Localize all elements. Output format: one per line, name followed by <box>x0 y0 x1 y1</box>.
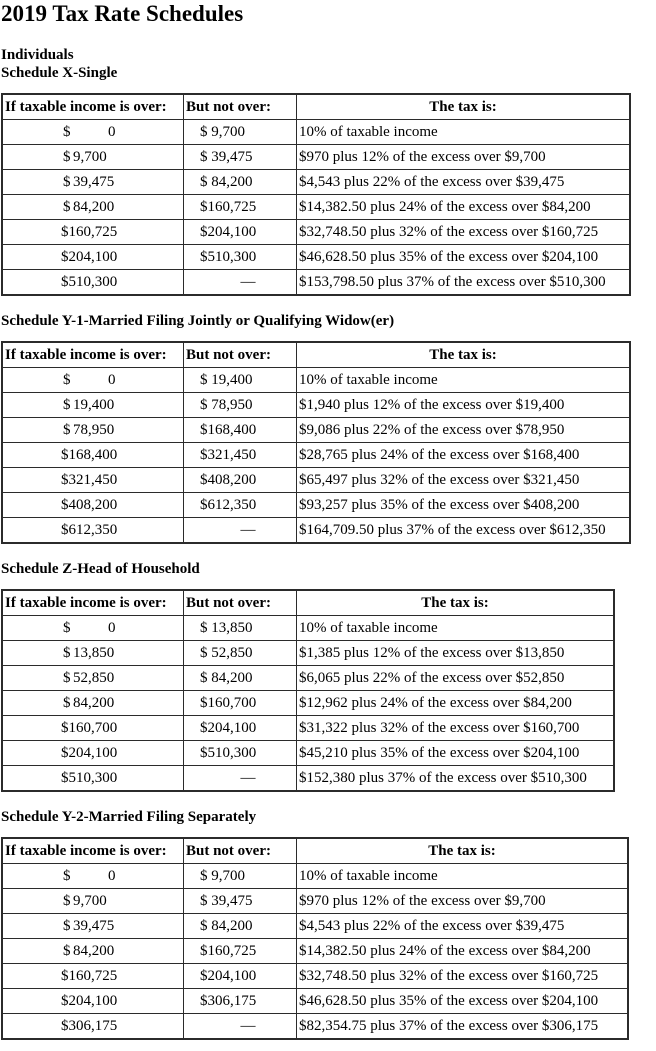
tax-formula-cell: $46,628.50 plus 35% of the excess over $204,100 <box>297 245 631 270</box>
schedule-x-title: Schedule X-Single <box>1 65 118 81</box>
table-row <box>2 939 628 964</box>
currency-sign: $ <box>63 397 71 413</box>
tax-formula-cell: $1,385 plus 12% of the excess over $13,850 <box>297 641 615 666</box>
income-not-over-cell: — <box>184 518 297 544</box>
table-header-row <box>2 94 630 120</box>
currency-sign: $ <box>63 670 71 686</box>
table-header-row <box>2 590 614 616</box>
tax-formula-cell: $970 plus 12% of the excess over $9,700 <box>297 889 629 914</box>
schedule-y2-title: Schedule Y-2-Married Filing Separately <box>1 809 257 825</box>
currency-sign: $ <box>63 620 71 636</box>
income-over-value: 52,850 <box>73 670 115 686</box>
income-not-over-cell: $ 84,200 <box>184 914 297 939</box>
header-not-over: But not over: <box>184 342 297 368</box>
income-over-cell <box>2 914 184 939</box>
income-over-value: 9,700 <box>73 893 107 909</box>
income-not-over-cell: $204,100 <box>184 220 297 245</box>
income-over-cell <box>2 1014 184 1040</box>
table-row <box>2 170 630 195</box>
table-row <box>2 245 630 270</box>
income-not-over-cell: — <box>184 766 297 792</box>
schedule-y2-table <box>1 837 629 1040</box>
income-not-over-cell: $612,350 <box>184 493 297 518</box>
section-label: Individuals <box>1 47 74 63</box>
tax-formula-cell: $31,322 plus 32% of the excess over $160,700 <box>297 716 615 741</box>
header-not-over: But not over: <box>184 94 297 120</box>
table-row <box>2 468 630 493</box>
income-not-over-cell: $ 78,950 <box>184 393 297 418</box>
income-over-value: $306,175 <box>61 1018 118 1034</box>
income-over-cell <box>2 716 184 741</box>
currency-sign: $ <box>63 893 71 909</box>
income-over-cell <box>2 641 184 666</box>
income-over-cell <box>2 468 184 493</box>
income-not-over-cell: $306,175 <box>184 989 297 1014</box>
table-row <box>2 889 628 914</box>
tax-formula-cell: 10% of taxable income <box>297 616 615 641</box>
header-over: If taxable income is over: <box>2 590 184 616</box>
tax-formula-cell: $93,257 plus 35% of the excess over $408,200 <box>297 493 631 518</box>
schedule-y1-title: Schedule Y-1-Married Filing Jointly or Qualifying Widow(er) <box>1 313 395 329</box>
income-over-value: $160,700 <box>61 720 118 736</box>
schedule-y1-table <box>1 341 631 544</box>
income-over-cell <box>2 170 184 195</box>
income-over-cell <box>2 493 184 518</box>
header-not-over: But not over: <box>184 590 297 616</box>
tax-formula-cell: $65,497 plus 32% of the excess over $321,450 <box>297 468 631 493</box>
table-row <box>2 418 630 443</box>
table-row <box>2 493 630 518</box>
income-not-over-cell: $ 9,700 <box>184 120 297 145</box>
tax-formula-cell: $32,748.50 plus 32% of the excess over $160,725 <box>297 964 629 989</box>
income-not-over-cell: $510,300 <box>184 245 297 270</box>
income-over-value: 84,200 <box>73 695 115 711</box>
income-not-over-cell: $ 13,850 <box>184 616 297 641</box>
income-over-value: $160,725 <box>61 224 118 240</box>
income-over-value: 78,950 <box>73 422 115 438</box>
income-over-cell <box>2 616 184 641</box>
income-over-cell <box>2 964 184 989</box>
table-header-row <box>2 838 628 864</box>
income-not-over-cell: $321,450 <box>184 443 297 468</box>
income-over-value: $408,200 <box>61 497 118 513</box>
table-row <box>2 666 614 691</box>
income-not-over-cell: $204,100 <box>184 964 297 989</box>
income-not-over-cell: $160,700 <box>184 691 297 716</box>
header-over: If taxable income is over: <box>2 342 184 368</box>
currency-sign: $ <box>63 199 71 215</box>
header-over: If taxable income is over: <box>2 838 184 864</box>
currency-sign: $ <box>63 422 71 438</box>
income-over-value: $510,300 <box>61 274 118 290</box>
income-over-value: 84,200 <box>73 199 115 215</box>
currency-sign: $ <box>63 695 71 711</box>
tax-formula-cell: $14,382.50 plus 24% of the excess over $84,200 <box>297 195 631 220</box>
table-row <box>2 220 630 245</box>
schedule-z-title: Schedule Z-Head of Household <box>1 561 200 577</box>
income-over-cell <box>2 245 184 270</box>
tax-formula-cell: $9,086 plus 22% of the excess over $78,950 <box>297 418 631 443</box>
tax-formula-cell: $6,065 plus 22% of the excess over $52,850 <box>297 666 615 691</box>
income-over-cell <box>2 195 184 220</box>
income-over-value: $612,350 <box>61 522 118 538</box>
schedule-x-table <box>1 93 631 296</box>
income-over-cell <box>2 691 184 716</box>
income-over-value: 0 <box>108 620 116 636</box>
income-not-over-cell: $ 39,475 <box>184 889 297 914</box>
tax-formula-cell: $14,382.50 plus 24% of the excess over $84,200 <box>297 939 629 964</box>
income-over-cell <box>2 270 184 296</box>
income-not-over-cell: $168,400 <box>184 418 297 443</box>
page-title: 2019 Tax Rate Schedules <box>1 1 244 26</box>
tax-formula-cell: $12,962 plus 24% of the excess over $84,200 <box>297 691 615 716</box>
income-not-over-cell: $ 84,200 <box>184 170 297 195</box>
income-over-value: $204,100 <box>61 249 118 265</box>
header-tax: The tax is: <box>297 94 631 120</box>
currency-sign: $ <box>63 918 71 934</box>
currency-sign: $ <box>63 174 71 190</box>
schedule-z-table <box>1 589 615 792</box>
header-tax: The tax is: <box>297 590 615 616</box>
tax-formula-cell: $152,380 plus 37% of the excess over $510,300 <box>297 766 615 792</box>
income-over-cell <box>2 145 184 170</box>
tax-formula-cell: $1,940 plus 12% of the excess over $19,400 <box>297 393 631 418</box>
tax-formula-cell: $4,543 plus 22% of the excess over $39,475 <box>297 170 631 195</box>
income-over-cell <box>2 393 184 418</box>
income-over-value: $510,300 <box>61 770 118 786</box>
table-row <box>2 518 630 544</box>
income-over-cell <box>2 666 184 691</box>
table-row <box>2 195 630 220</box>
tax-formula-cell: 10% of taxable income <box>297 368 631 393</box>
tax-formula-cell: $153,798.50 plus 37% of the excess over $510,300 <box>297 270 631 296</box>
tax-formula-cell: $4,543 plus 22% of the excess over $39,475 <box>297 914 629 939</box>
table-row <box>2 766 614 792</box>
income-over-value: 9,700 <box>73 149 107 165</box>
income-not-over-cell: $160,725 <box>184 195 297 220</box>
header-tax: The tax is: <box>297 838 629 864</box>
income-over-cell <box>2 864 184 889</box>
tax-formula-cell: $970 plus 12% of the excess over $9,700 <box>297 145 631 170</box>
currency-sign: $ <box>63 124 71 140</box>
table-row <box>2 145 630 170</box>
tax-formula-cell: $46,628.50 plus 35% of the excess over $204,100 <box>297 989 629 1014</box>
income-over-cell <box>2 889 184 914</box>
income-not-over-cell: $ 39,475 <box>184 145 297 170</box>
currency-sign: $ <box>63 645 71 661</box>
income-over-cell <box>2 766 184 792</box>
income-over-cell <box>2 443 184 468</box>
header-over: If taxable income is over: <box>2 94 184 120</box>
income-over-value: 39,475 <box>73 918 115 934</box>
income-not-over-cell: $ 84,200 <box>184 666 297 691</box>
tax-formula-cell: 10% of taxable income <box>297 864 629 889</box>
income-not-over-cell: $510,300 <box>184 741 297 766</box>
table-row <box>2 270 630 296</box>
income-not-over-cell: $160,725 <box>184 939 297 964</box>
table-header-row <box>2 342 630 368</box>
income-over-value: $168,400 <box>61 447 118 463</box>
table-row <box>2 989 628 1014</box>
income-over-value: $321,450 <box>61 472 118 488</box>
table-row <box>2 864 628 889</box>
table-row <box>2 716 614 741</box>
income-not-over-cell: $408,200 <box>184 468 297 493</box>
currency-sign: $ <box>63 149 71 165</box>
income-over-value: 19,400 <box>73 397 115 413</box>
income-not-over-cell: $204,100 <box>184 716 297 741</box>
table-row <box>2 368 630 393</box>
currency-sign: $ <box>63 943 71 959</box>
income-over-value: $204,100 <box>61 745 118 761</box>
tax-formula-cell: $45,210 plus 35% of the excess over $204,100 <box>297 741 615 766</box>
tax-formula-cell: $82,354.75 plus 37% of the excess over $306,175 <box>297 1014 629 1040</box>
income-not-over-cell: $ 52,850 <box>184 641 297 666</box>
income-not-over-cell: — <box>184 270 297 296</box>
income-over-cell <box>2 220 184 245</box>
income-over-cell <box>2 741 184 766</box>
table-row <box>2 616 614 641</box>
income-over-value: 84,200 <box>73 943 115 959</box>
income-not-over-cell: $ 19,400 <box>184 368 297 393</box>
income-over-value: $204,100 <box>61 993 118 1009</box>
table-row <box>2 120 630 145</box>
income-over-value: 39,475 <box>73 174 115 190</box>
income-over-value: 13,850 <box>73 645 115 661</box>
income-over-cell <box>2 989 184 1014</box>
table-row <box>2 741 614 766</box>
income-over-value: 0 <box>108 124 116 140</box>
tax-formula-cell: $32,748.50 plus 32% of the excess over $160,725 <box>297 220 631 245</box>
currency-sign: $ <box>63 868 71 884</box>
table-row <box>2 964 628 989</box>
currency-sign: $ <box>63 372 71 388</box>
income-over-cell <box>2 518 184 544</box>
income-over-cell <box>2 418 184 443</box>
tax-formula-cell: 10% of taxable income <box>297 120 631 145</box>
tax-formula-cell: $164,709.50 plus 37% of the excess over $612,350 <box>297 518 631 544</box>
table-row <box>2 641 614 666</box>
table-row <box>2 691 614 716</box>
header-tax: The tax is: <box>297 342 631 368</box>
income-over-cell <box>2 368 184 393</box>
income-over-cell <box>2 120 184 145</box>
table-row <box>2 443 630 468</box>
table-row <box>2 393 630 418</box>
tax-formula-cell: $28,765 plus 24% of the excess over $168,400 <box>297 443 631 468</box>
income-not-over-cell: — <box>184 1014 297 1040</box>
income-over-value: 0 <box>108 868 116 884</box>
table-row <box>2 914 628 939</box>
income-over-value: $160,725 <box>61 968 118 984</box>
income-over-cell <box>2 939 184 964</box>
header-not-over: But not over: <box>184 838 297 864</box>
table-row <box>2 1014 628 1040</box>
income-over-value: 0 <box>108 372 116 388</box>
income-not-over-cell: $ 9,700 <box>184 864 297 889</box>
